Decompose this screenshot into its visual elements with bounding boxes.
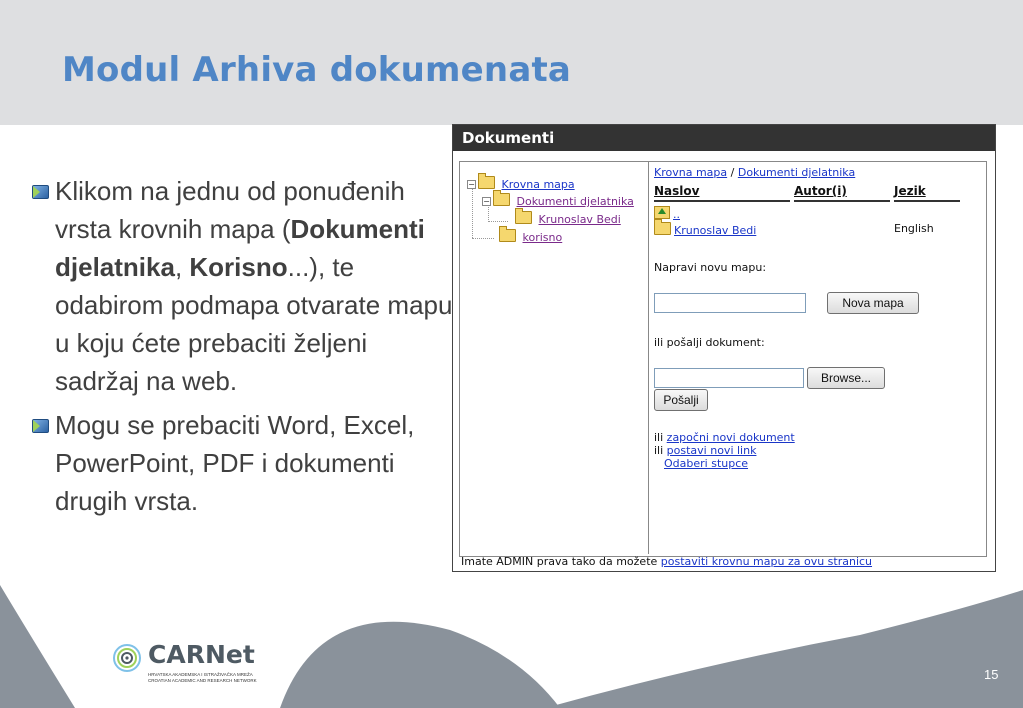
window-title: Dokumenti xyxy=(453,125,995,151)
breadcrumb-current-link[interactable]: Dokumenti djelatnika xyxy=(737,166,856,179)
document-archive-screenshot xyxy=(452,124,996,572)
admin-text: Imate ADMIN prava tako da možete xyxy=(461,555,658,568)
select-columns-line xyxy=(664,457,748,470)
open-folder-icon xyxy=(478,176,495,189)
ili-text: ili xyxy=(654,444,664,457)
collapse-icon[interactable]: − xyxy=(468,180,475,189)
set-root-folder-link[interactable]: postaviti krovnu mapu za ovu stranicu xyxy=(660,555,873,568)
new-document-line xyxy=(654,431,795,444)
file-input[interactable] xyxy=(654,368,804,388)
tree-link[interactable]: korisno xyxy=(522,231,563,244)
nova-mapa-button[interactable]: Nova mapa xyxy=(827,292,919,314)
bullet-list xyxy=(28,172,458,526)
carnet-logo xyxy=(112,640,272,690)
slide-title: Modul Arhiva dokumenata xyxy=(62,50,572,90)
folder-tree xyxy=(460,162,649,554)
select-columns-link[interactable]: Odaberi stupce xyxy=(664,457,749,470)
bullet-icon xyxy=(32,185,49,199)
tree-item-root[interactable] xyxy=(467,176,575,191)
folder-content xyxy=(650,162,984,554)
breadcrumb-separator: / xyxy=(730,166,735,179)
bullet-text: ...), te odabirom podmapa otvarate mapu u koju ćete prebaciti željeni sadržaj na web. xyxy=(55,252,453,396)
bullet-item xyxy=(28,172,458,400)
folder-icon xyxy=(654,222,671,235)
logo-subtitle-line: CROATIAN ACADEMIC AND RESEARCH NETWORK xyxy=(148,678,257,683)
parent-folder-icon xyxy=(654,206,670,219)
folder-link[interactable]: Krunoslav Bedi xyxy=(674,224,757,237)
right-wave-shape xyxy=(545,590,1023,708)
panel xyxy=(459,161,987,557)
new-link-line xyxy=(654,444,756,457)
ili-text: ili xyxy=(654,431,664,444)
new-folder-input[interactable] xyxy=(654,293,806,313)
tree-item-korisno[interactable] xyxy=(499,229,562,244)
bullet-icon xyxy=(32,419,49,433)
tree-link[interactable]: Dokumenti djelatnika xyxy=(516,195,634,208)
left-corner-shape xyxy=(0,585,75,708)
tree-item-krunoslav-bedi[interactable] xyxy=(515,211,621,226)
bullet-bold-text: Dokumenti djelatnika xyxy=(55,214,425,282)
new-link-link[interactable]: postavi novi link xyxy=(666,444,757,457)
tree-item-dokumenti-djelatnika[interactable] xyxy=(482,193,634,208)
folder-icon xyxy=(499,229,516,242)
tree-link[interactable]: Krunoslav Bedi xyxy=(538,213,621,226)
bullet-text: Klikom na jednu od ponuđenih vrsta krovnih mapa ( xyxy=(55,176,405,244)
posalji-button[interactable]: Pošalji xyxy=(654,389,708,411)
browse-button[interactable]: Browse... xyxy=(807,367,885,389)
bullet-text: Mogu se prebaciti Word, Excel, PowerPoint, PDF i dokumenti drugih vrsta. xyxy=(55,410,415,516)
collapse-icon[interactable]: − xyxy=(483,197,490,206)
bullet-item xyxy=(28,406,458,520)
logo-subtitle-line: HRVATSKA AKADEMSKA I ISTRAŽIVAČKA MREŽA xyxy=(148,672,253,677)
breadcrumb-root-link[interactable]: Krovna mapa xyxy=(654,166,728,179)
parent-folder-link[interactable]: .. xyxy=(673,208,680,221)
upload-label: ili pošalji dokument: xyxy=(654,336,765,349)
breadcrumb xyxy=(654,166,855,179)
center-wave-shape xyxy=(280,622,560,708)
new-folder-label: Napravi novu mapu: xyxy=(654,261,767,274)
table-row[interactable] xyxy=(654,222,756,237)
tree-link[interactable]: Krovna mapa xyxy=(501,178,575,191)
column-header-autori[interactable]: Autor(i) xyxy=(794,182,890,202)
column-header-naslov[interactable]: Naslov xyxy=(654,182,790,202)
folder-icon xyxy=(515,211,532,224)
logo-wordmark: CARNet xyxy=(148,640,255,669)
bullet-text: , xyxy=(174,252,190,282)
new-document-link[interactable]: započni novi dokument xyxy=(666,431,795,444)
column-header-jezik[interactable]: Jezik xyxy=(894,182,960,202)
carnet-logo-icon xyxy=(112,642,142,674)
open-folder-icon xyxy=(493,193,510,206)
bullet-bold-text: Korisno xyxy=(189,252,288,282)
page-number: 15 xyxy=(984,667,999,682)
admin-rights-line xyxy=(461,555,872,568)
row-language: English xyxy=(894,222,934,235)
logo-subtitle xyxy=(148,672,257,684)
